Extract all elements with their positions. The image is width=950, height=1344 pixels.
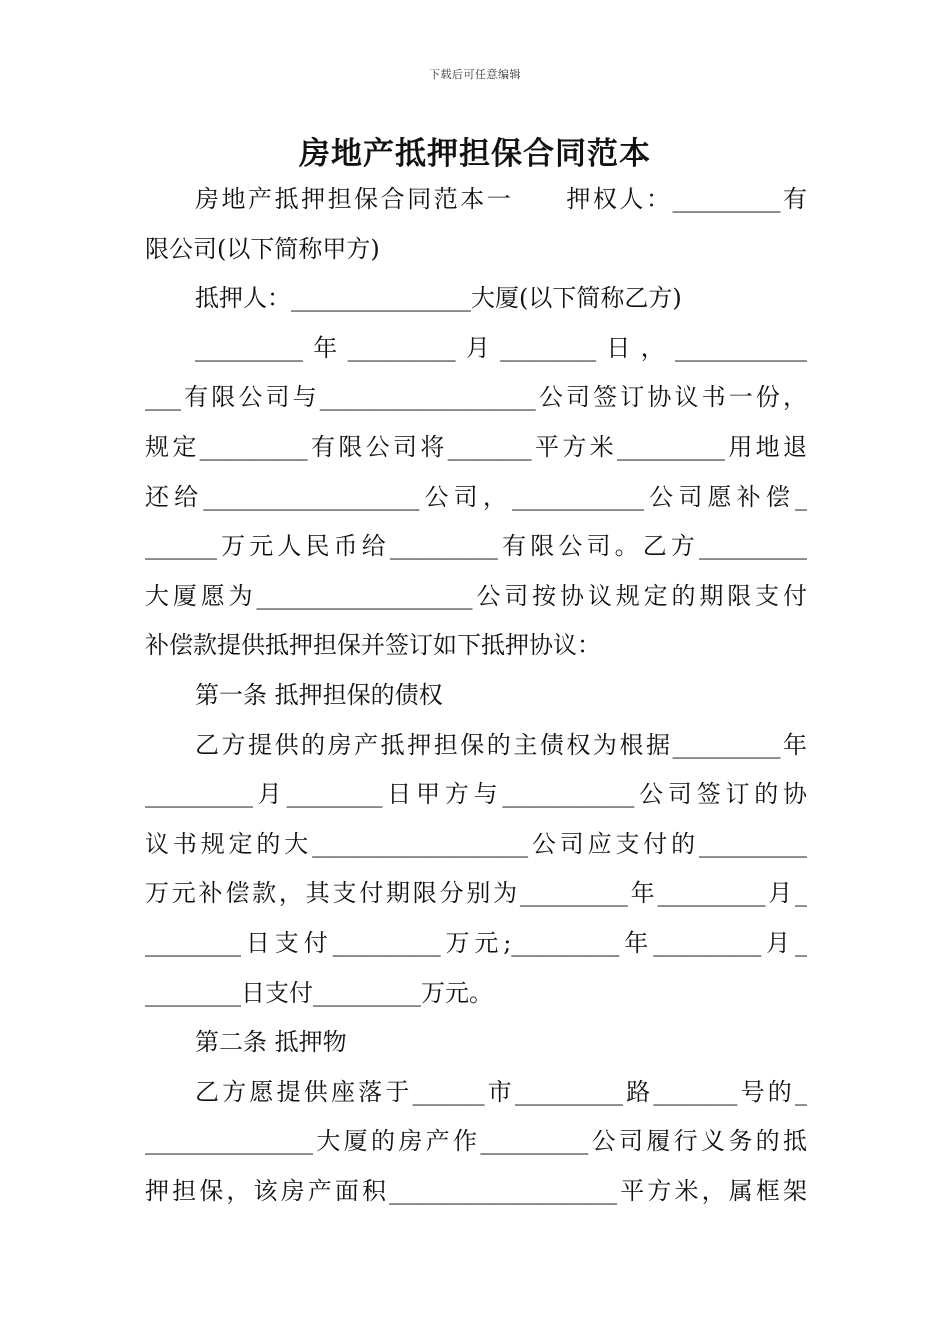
section-heading: 第二条 抵押物 bbox=[195, 1028, 347, 1057]
paragraph-line: _________年_________月________日，___________ bbox=[195, 333, 807, 362]
paragraph-line: 乙方提供的房产抵押担保的主债权为根据_________年 bbox=[195, 730, 807, 759]
document-title: 房地产抵押担保合同范本 bbox=[299, 136, 651, 172]
section-heading: 第一条 抵押担保的债权 bbox=[195, 680, 443, 709]
paragraph-line: 限公司(以下简称甲方) bbox=[145, 234, 380, 263]
paragraph-line: 房地产抵押担保合同范本一 押权人：_________有 bbox=[195, 185, 807, 213]
paragraph-line: _________月________日甲方与___________公司签订的协 bbox=[145, 780, 807, 809]
paragraph-line: 大厦愿为__________________公司按协议规定的期限支付 bbox=[145, 581, 807, 610]
paragraph-line: ___有限公司与__________________公司签订协议书一份， bbox=[145, 383, 807, 412]
paragraph-line: ________日支付_________万元。 bbox=[145, 978, 493, 1007]
paragraph-line: ______________大厦的房产作_________公司履行义务的抵 bbox=[145, 1127, 807, 1156]
paragraph-line: ________日支付_________万元;_________年_________月_ bbox=[145, 928, 807, 957]
paragraph-line: ______万元人民币给_________有限公司。乙方_________ bbox=[145, 532, 807, 561]
paragraph-line: 规定_________有限公司将_______平方米_________用地退 bbox=[145, 432, 807, 461]
paragraph-line: 抵押人：_______________大厦(以下简称乙方) bbox=[195, 284, 682, 313]
paragraph-line: 乙方愿提供座落于______市_________路_______号的_ bbox=[195, 1077, 807, 1106]
page-header-note: 下载后可任意编辑 bbox=[429, 68, 521, 81]
paragraph-line: 补偿款提供抵押担保并签订如下抵押协议： bbox=[145, 631, 601, 660]
paragraph-line: 议书规定的大__________________公司应支付的_________ bbox=[145, 829, 807, 858]
document-body bbox=[145, 175, 807, 1216]
paragraph-line: 还给__________________公司，___________公司愿补偿_ bbox=[145, 482, 807, 511]
paragraph-line: 万元补偿款，其支付期限分别为_________年_________月_ bbox=[145, 879, 807, 908]
paragraph-line: 押担保，该房产面积___________________平方米，属框架 bbox=[145, 1176, 807, 1205]
